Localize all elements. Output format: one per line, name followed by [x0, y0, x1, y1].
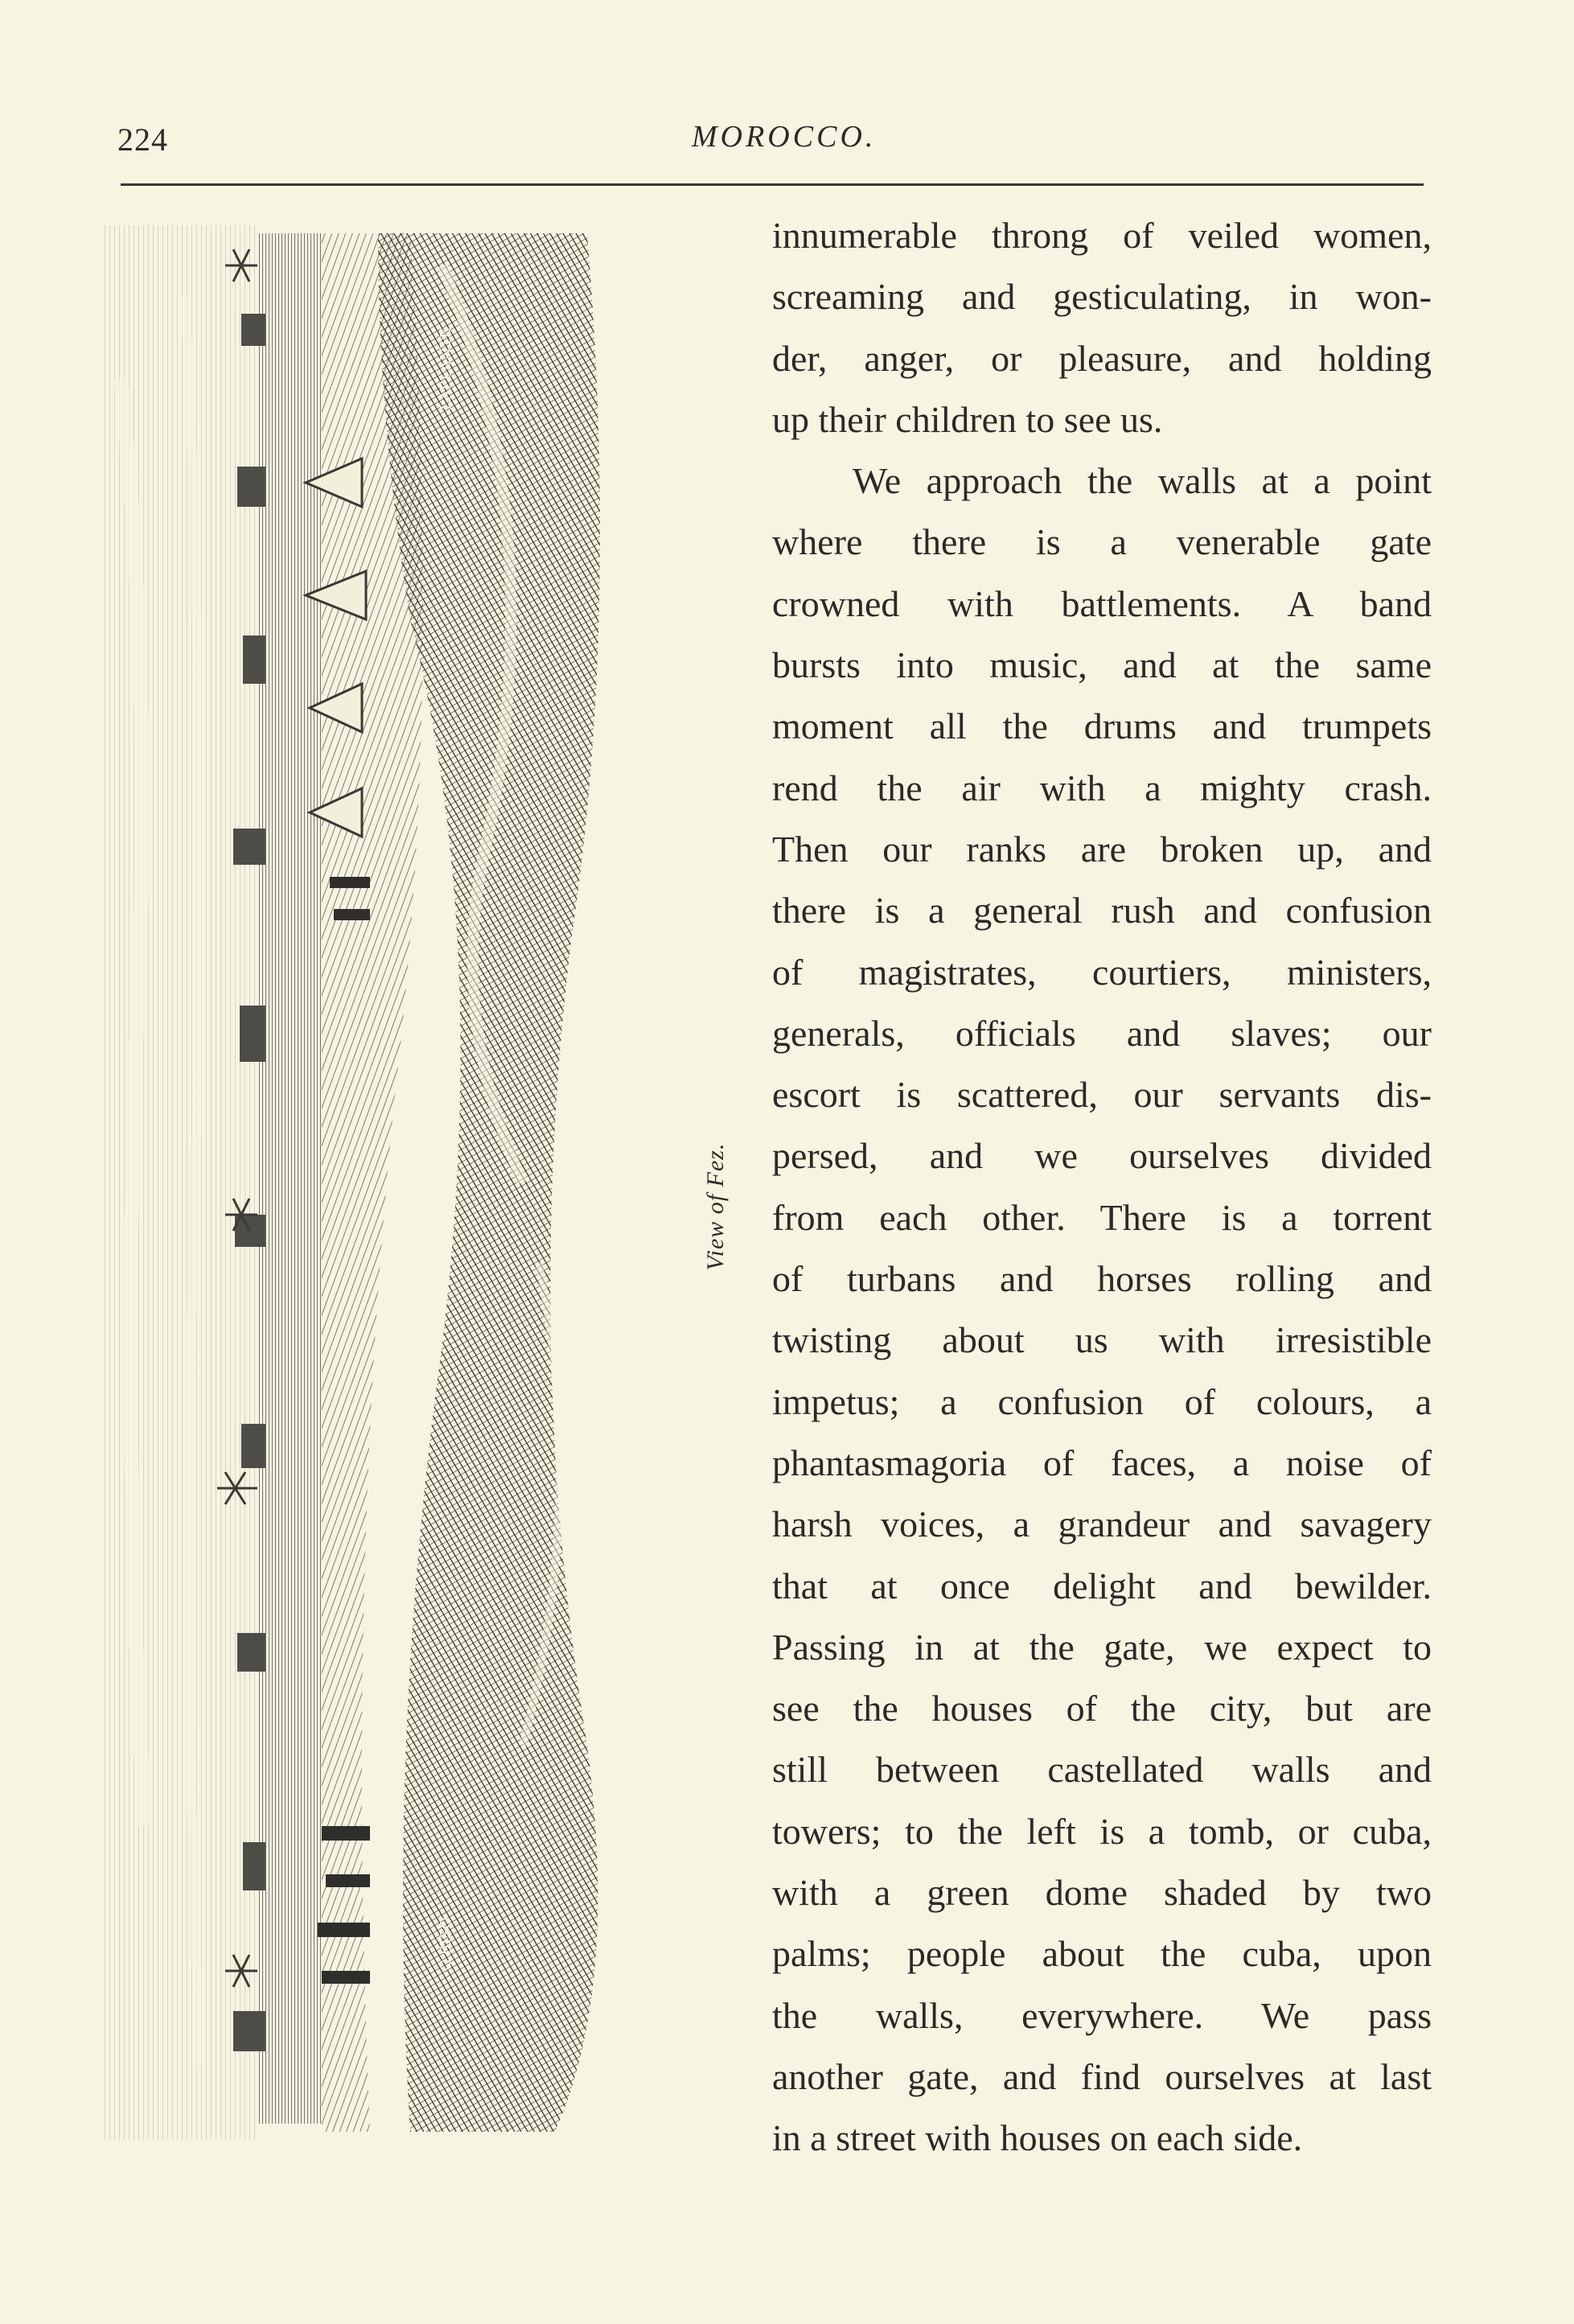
text-line: still between castellated walls and	[772, 1749, 1432, 1791]
engraving-art	[105, 217, 668, 2148]
text-line: screaming and gesticulating, in won-	[772, 276, 1432, 318]
text-line: moment all the drums and trumpets	[772, 705, 1432, 747]
text-line: innumerable throng of veiled women,	[772, 215, 1432, 256]
body-text	[772, 205, 1432, 2170]
text-line: towers; to the left is a tomb, or cuba,	[772, 1810, 1432, 1852]
text-line: Then our ranks are broken up, and	[772, 828, 1432, 870]
text-line: impetus; a confusion of colours, a	[772, 1380, 1432, 1422]
text-line: where there is a venerable gate	[772, 521, 1432, 563]
text-line: generals, officials and slaves; our	[772, 1012, 1432, 1054]
text-line: crowned with battlements. A band	[772, 582, 1432, 624]
text-line: harsh voices, a grandeur and savagery	[772, 1503, 1432, 1545]
text-line: twisting about us with irresistible	[772, 1319, 1432, 1361]
text-line: der, anger, or pleasure, and holding	[772, 337, 1432, 379]
running-title: MOROCCO.	[692, 120, 877, 154]
text-line: of magistrates, courtiers, ministers,	[772, 951, 1432, 993]
text-line: there is a general rush and confusion	[772, 890, 1432, 932]
text-line: of turbans and horses rolling and	[772, 1258, 1432, 1300]
engraving-view-of-fez	[105, 217, 668, 2148]
text-line: rend the air with a mighty crash.	[772, 767, 1432, 808]
text-line: from each other. There is a torrent	[772, 1196, 1432, 1238]
illustration-caption: View of Fez.	[702, 1142, 729, 1271]
text-line: up their children to see us.	[772, 398, 1163, 440]
header-rule	[121, 183, 1424, 186]
text-line: Passing in at the gate, we expect to	[772, 1626, 1432, 1668]
text-line: persed, and we ourselves divided	[772, 1135, 1432, 1177]
text-line: another gate, and find ourselves at last	[772, 2055, 1432, 2097]
text-line: the walls, everywhere. We pass	[772, 1994, 1432, 2036]
page-number: 224	[117, 121, 168, 158]
text-line: that at once delight and bewilder.	[772, 1565, 1432, 1606]
text-line: phantasmagoria of faces, a noise of	[772, 1442, 1432, 1483]
illustration-caption-wrap	[692, 1126, 740, 1287]
text-line: escort is scattered, our servants dis-	[772, 1074, 1432, 1116]
text-line: palms; people about the cuba, upon	[772, 1933, 1432, 1975]
text-line: We approach the walls at a point	[853, 460, 1432, 502]
text-line: in a street with houses on each side.	[772, 2117, 1303, 2159]
svg-text:G.BISO: G.BISO	[438, 1917, 454, 1971]
text-line: with a green dome shaded by two	[772, 1872, 1432, 1914]
text-line: bursts into music, and at the same	[772, 644, 1432, 686]
text-line: see the houses of the city, but are	[772, 1688, 1432, 1730]
svg-text:LAPLANTE: LAPLANTE	[438, 327, 454, 410]
